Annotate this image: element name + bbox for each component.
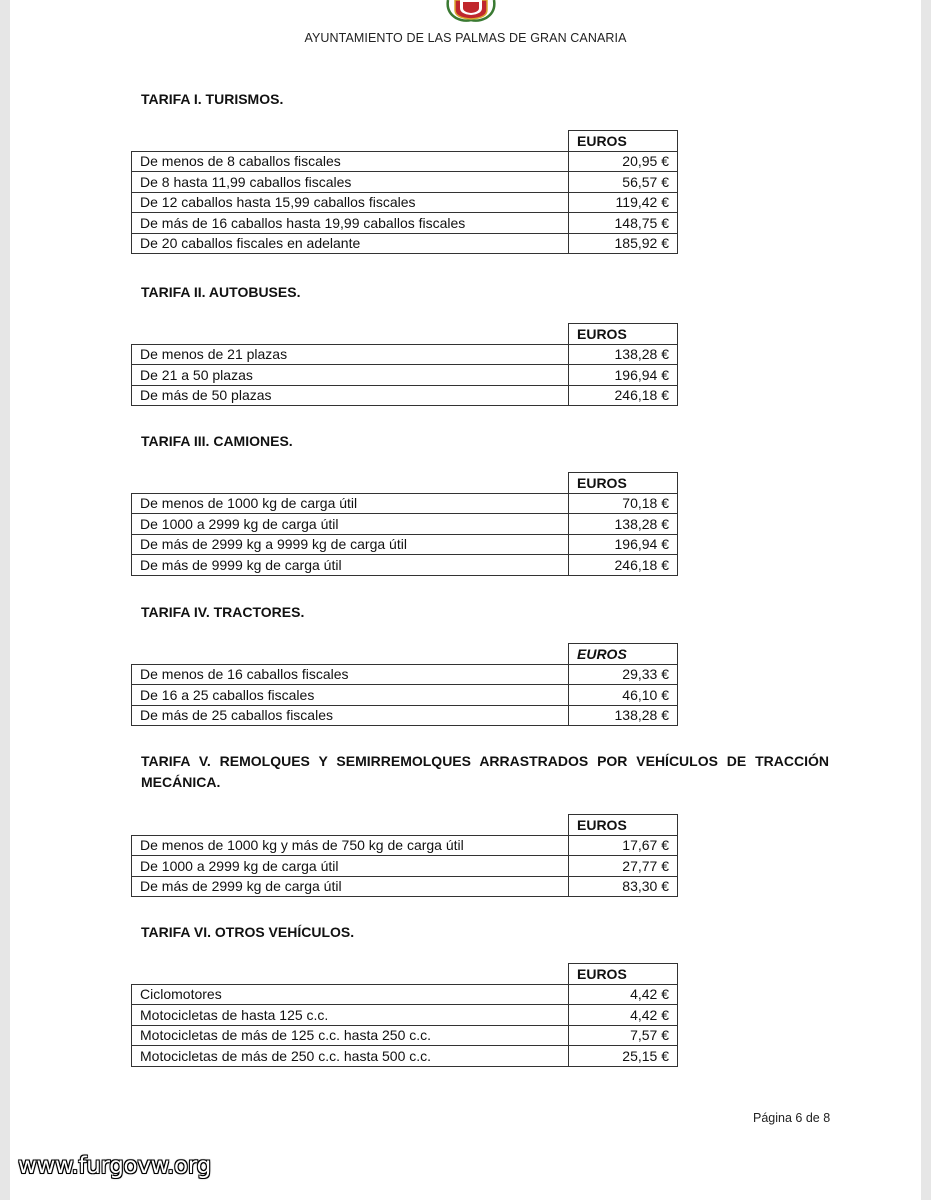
table-row <box>132 365 678 386</box>
table-remolques <box>131 814 678 897</box>
table-turismos <box>131 130 678 254</box>
row-label: De 8 hasta 11,99 caballos fiscales <box>132 172 569 193</box>
row-price: 4,42 € <box>569 1005 678 1026</box>
table-row <box>132 493 678 514</box>
row-price: 138,28 € <box>569 344 678 365</box>
table-row <box>132 856 678 877</box>
table-row <box>132 344 678 365</box>
section-title-camiones: TARIFA III. CAMIONES. <box>141 433 293 449</box>
header-blank-cell <box>132 644 569 665</box>
row-label: Motocicletas de hasta 125 c.c. <box>132 1005 569 1026</box>
header-blank-cell <box>132 815 569 836</box>
row-label: De menos de 16 caballos fiscales <box>132 664 569 685</box>
page-edge-left <box>0 0 10 1200</box>
row-price: 56,57 € <box>569 172 678 193</box>
row-price: 185,92 € <box>569 233 678 254</box>
row-price: 17,67 € <box>569 835 678 856</box>
table-row <box>132 534 678 555</box>
row-label: De más de 9999 kg de carga útil <box>132 555 569 576</box>
column-header-euros: EUROS <box>569 131 678 152</box>
table-row <box>132 984 678 1005</box>
table-tractores <box>131 643 678 726</box>
row-label: De menos de 1000 kg de carga útil <box>132 493 569 514</box>
row-label: De 1000 a 2999 kg de carga útil <box>132 514 569 535</box>
table-row <box>132 151 678 172</box>
row-price: 196,94 € <box>569 365 678 386</box>
row-price: 148,75 € <box>569 213 678 234</box>
row-label: De menos de 8 caballos fiscales <box>132 151 569 172</box>
row-price: 138,28 € <box>569 705 678 726</box>
row-price: 20,95 € <box>569 151 678 172</box>
header-blank-cell <box>132 324 569 345</box>
row-price: 27,77 € <box>569 856 678 877</box>
coat-of-arms-icon <box>442 0 500 22</box>
row-label: Ciclomotores <box>132 984 569 1005</box>
table-row <box>132 213 678 234</box>
table-otros-vehiculos <box>131 963 678 1067</box>
row-price: 25,15 € <box>569 1046 678 1067</box>
row-price: 196,94 € <box>569 534 678 555</box>
section-title-turismos: TARIFA I. TURISMOS. <box>141 91 284 107</box>
row-label: De más de 25 caballos fiscales <box>132 705 569 726</box>
watermark-text: www.furgovw.org <box>18 1153 211 1179</box>
row-price: 119,42 € <box>569 192 678 213</box>
table-row <box>132 664 678 685</box>
row-label: De 20 caballos fiscales en adelante <box>132 233 569 254</box>
row-label: Motocicletas de más de 250 c.c. hasta 500 c.c. <box>132 1046 569 1067</box>
table-row <box>132 555 678 576</box>
row-price: 246,18 € <box>569 555 678 576</box>
row-price: 4,42 € <box>569 984 678 1005</box>
section-title-autobuses: TARIFA II. AUTOBUSES. <box>141 284 301 300</box>
column-header-euros: EUROS <box>569 964 678 985</box>
section-title-otros-vehiculos: TARIFA VI. OTROS VEHÍCULOS. <box>141 924 355 940</box>
section-title-remolques: TARIFA V. REMOLQUES Y SEMIRREMOLQUES ARRASTRADOS POR VEHÍCULOS DE TRACCIÓN MECÁNICA. <box>141 753 829 790</box>
row-price: 246,18 € <box>569 385 678 406</box>
row-price: 70,18 € <box>569 493 678 514</box>
table-row <box>132 876 678 897</box>
table-row <box>132 514 678 535</box>
row-price: 7,57 € <box>569 1025 678 1046</box>
table-autobuses <box>131 323 678 406</box>
table-row <box>132 1025 678 1046</box>
column-header-euros: EUROS <box>569 473 678 494</box>
header-blank-cell <box>132 473 569 494</box>
row-label: De más de 2999 kg a 9999 kg de carga útil <box>132 534 569 555</box>
header-blank-cell <box>132 964 569 985</box>
table-row <box>132 385 678 406</box>
column-header-euros: EUROS <box>569 815 678 836</box>
header-organization: AYUNTAMIENTO DE LAS PALMAS DE GRAN CANARIA <box>304 31 627 45</box>
header-blank-cell <box>132 131 569 152</box>
row-label: De 21 a 50 plazas <box>132 365 569 386</box>
column-header-euros: EUROS <box>569 644 678 665</box>
table-row <box>132 835 678 856</box>
row-label: De más de 16 caballos hasta 19,99 caballos fiscales <box>132 213 569 234</box>
row-label: De 1000 a 2999 kg de carga útil <box>132 856 569 877</box>
page-number: Página 6 de 8 <box>753 1111 831 1125</box>
table-row <box>132 685 678 706</box>
table-row <box>132 172 678 193</box>
table-camiones <box>131 472 678 576</box>
row-label: De 12 caballos hasta 15,99 caballos fiscales <box>132 192 569 213</box>
page-edge-right <box>921 0 931 1200</box>
row-label: De más de 50 plazas <box>132 385 569 406</box>
row-label: Motocicletas de más de 125 c.c. hasta 250 c.c. <box>132 1025 569 1046</box>
row-label: De más de 2999 kg de carga útil <box>132 876 569 897</box>
row-label: De menos de 1000 kg y más de 750 kg de carga útil <box>132 835 569 856</box>
row-label: De menos de 21 plazas <box>132 344 569 365</box>
row-price: 83,30 € <box>569 876 678 897</box>
row-price: 46,10 € <box>569 685 678 706</box>
section-title-tractores: TARIFA IV. TRACTORES. <box>141 604 305 620</box>
row-price: 29,33 € <box>569 664 678 685</box>
column-header-euros: EUROS <box>569 324 678 345</box>
row-label: De 16 a 25 caballos fiscales <box>132 685 569 706</box>
table-row <box>132 705 678 726</box>
table-row <box>132 1046 678 1067</box>
table-row <box>132 192 678 213</box>
row-price: 138,28 € <box>569 514 678 535</box>
table-row <box>132 233 678 254</box>
table-row <box>132 1005 678 1026</box>
